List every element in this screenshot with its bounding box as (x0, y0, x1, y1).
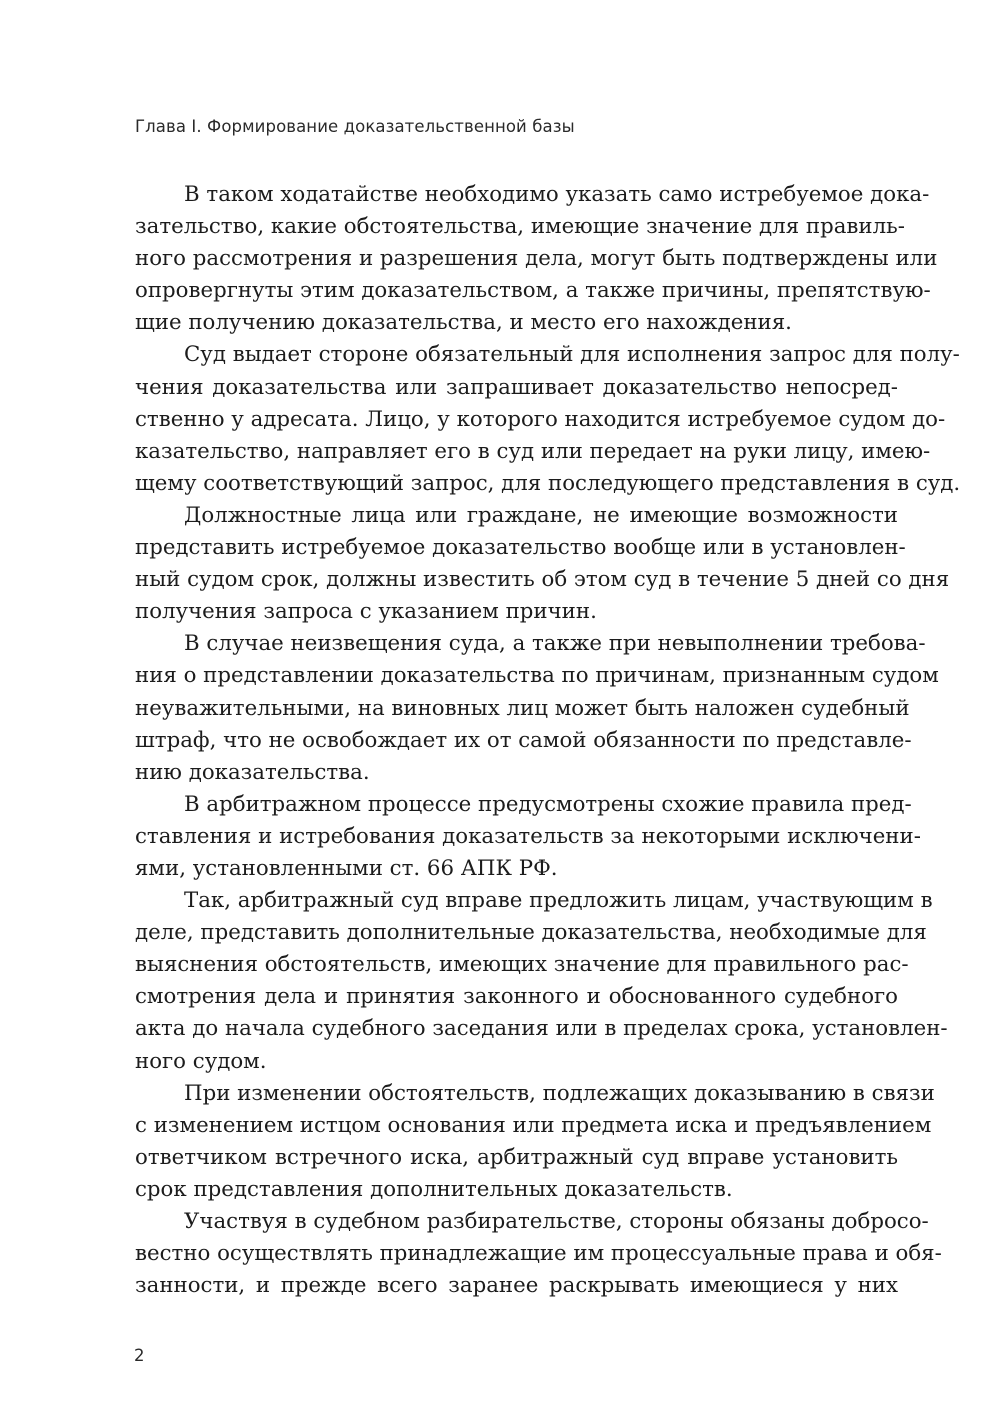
text-line: В таком ходатайстве необходимо указать само истребуемое дока- (184, 182, 930, 207)
text-line: деле, представить дополнительные доказательства, необходимые для (135, 920, 927, 946)
text-line: Должностные лица или граждане, не имеющие возможности (184, 502, 898, 528)
paragraph (135, 179, 938, 339)
paragraph (135, 500, 950, 628)
text-line: ного судом. (135, 1048, 267, 1074)
paragraph (135, 885, 948, 1078)
paragraph (135, 789, 921, 885)
text-line: ставления и истребования доказательств за некоторыми исключени- (135, 823, 921, 849)
text-line: вестно осуществлять принадлежащие им процессуальные права и обя- (135, 1241, 942, 1267)
text-line: опровергнуты этим доказательством, а также причины, препятствую- (135, 278, 931, 304)
text-line: Так, арбитражный суд вправе предложить лицам, участвующим в (184, 888, 933, 914)
text-line: Участвуя в судебном разбирательстве, стороны обязаны добросо- (184, 1209, 929, 1234)
text-line: При изменении обстоятельств, подлежащих доказыванию в связи (184, 1080, 935, 1106)
page-number: 2 (134, 1346, 145, 1365)
text-line: выяснения обстоятельств, имеющих значение для правильного рас- (135, 952, 909, 978)
paragraph (135, 339, 961, 499)
text-line: чения доказательства или запрашивает доказательство непосред- (135, 374, 898, 400)
text-line: ный судом срок, должны известить об этом суд в течение 5 дней со дня (135, 567, 950, 593)
text-line: занности, и прежде всего заранее раскрывать имеющиеся у них (135, 1273, 898, 1299)
text-line: щие получению доказательства, и место его нахождения. (135, 310, 792, 336)
paragraph (135, 1078, 935, 1206)
text-line: акта до начала судебного заседания или в пределах срока, установлен- (135, 1016, 948, 1042)
text-line: щему соответствующий запрос, для последующего представления в суд. (135, 470, 961, 496)
paragraph (135, 1206, 942, 1302)
text-line: В арбитражном процессе предусмотрены схожие правила пред- (184, 791, 912, 817)
text-line: нию доказательства. (135, 759, 370, 785)
text-line: представить истребуемое доказательство вообще или в установлен- (135, 535, 906, 561)
text-line: зательство, какие обстоятельства, имеющие значение для правиль- (135, 214, 905, 240)
running-header: Глава I. Формирование доказательственной базы (135, 117, 575, 136)
text-line: ответчиком встречного иска, арбитражный суд вправе установить (135, 1144, 898, 1170)
text-line: штраф, что не освобождает их от самой обязанности по представле- (135, 727, 912, 753)
text-line: Суд выдает стороне обязательный для исполнения запрос для полу- (184, 342, 960, 368)
text-line: ями, установленными ст. 66 АПК РФ. (135, 855, 558, 881)
text-line: срок представления дополнительных доказательств. (135, 1176, 733, 1202)
text-line: получения запроса с указанием причин. (135, 599, 597, 625)
text-line: смотрения дела и принятия законного и обоснованного судебного (135, 984, 898, 1010)
paragraph (135, 628, 939, 788)
text-line: ственно у адресата. Лицо, у которого находится истребуемое судом до- (135, 406, 946, 432)
text-line: ния о представлении доказательства по причинам, признанным судом (135, 663, 939, 689)
text-line: с изменением истцом основания или предмета иска и предъявлением (135, 1112, 932, 1138)
text-line: ного рассмотрения и разрешения дела, могут быть подтверждены или (135, 246, 938, 272)
body-text (135, 179, 961, 1302)
text-line: В случае неизвещения суда, а также при невыполнении требова- (184, 631, 926, 657)
text-line: неуважительными, на виновных лиц может быть наложен судебный (135, 695, 910, 721)
text-line: казательство, направляет его в суд или передает на руки лицу, имею- (135, 438, 931, 464)
